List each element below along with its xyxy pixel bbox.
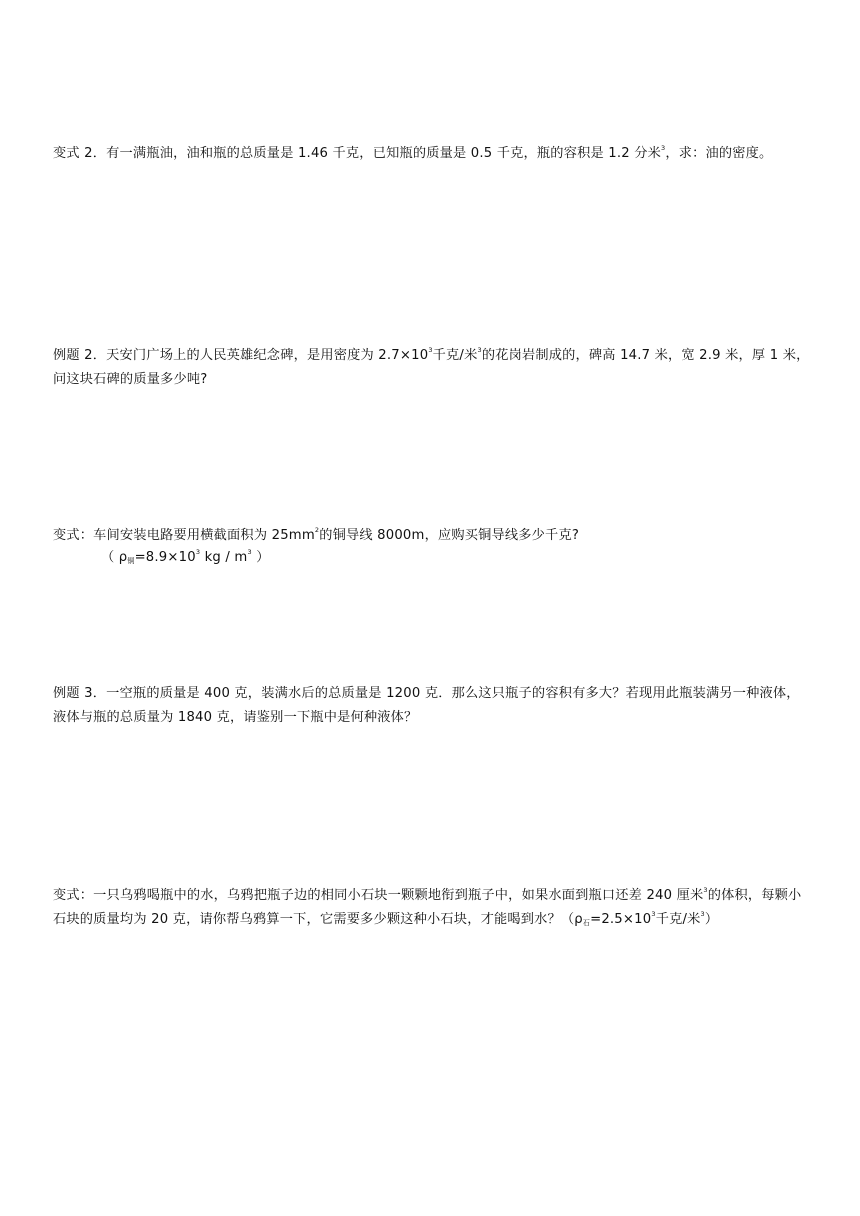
- problem-title: 变式 2．: [53, 146, 107, 161]
- problem-title: 变式：: [53, 888, 94, 903]
- problem-variant-copper-wire: [53, 524, 811, 568]
- problem-text: 变式：一只乌鸦喝瓶中的水，乌鸦把瓶子边的相同小石块一颗颗地衔到瓶子中，如果水面到瓶口还差 240 厘米$^3$的体积，每颗小石块的质量均为 20 克，请你帮乌鸦算一下，它需要多少颗这种小石块，才能喝到水？（$\rho_石=2.5\times 10^3$千克/米$^3$）: [53, 886, 802, 927]
- problem-variant-crow: [53, 884, 811, 932]
- problem-example-2: [53, 344, 811, 392]
- density-note: （ $\rho_铜=8.9\times 10^3$ kg / $m^3$ ）: [101, 548, 270, 565]
- problem-text: 例题 2．天安门广场上的人民英雄纪念碑，是用密度为 $2.7\times 10^3$千克/米$^3$的花岗岩制成的，碑高 14.7 米，宽 2.9 米，厚 1 米，问这块石碑的质量多少吨?: [53, 346, 810, 387]
- problem-text: 例题 3．一空瓶的质量是 400 克，装满水后的总质量是 1200 克．那么这只瓶子的容积有多大？若现用此瓶装满另一种液体，液体与瓶的总质量为 1840 克，请鉴别一下瓶中是何种液体？: [53, 686, 800, 725]
- problem-example-3: [53, 682, 811, 730]
- problem-title: 变式：: [53, 528, 94, 543]
- problem-title: 例题 3．: [53, 686, 107, 701]
- problem-title: 例题 2．: [53, 348, 107, 363]
- problem-text: 变式 2．有一满瓶油，油和瓶的总质量是 1.46 千克，已知瓶的质量是 0.5 千克，瓶的容积是 1.2 分米$^3$，求：油的密度。: [53, 144, 773, 161]
- problem-text: 变式：车间安装电路要用横截面积为 $25mm^2$的铜导线 8000m，应购买铜导线多少千克?: [53, 526, 580, 543]
- problem-variant-2: [53, 142, 811, 166]
